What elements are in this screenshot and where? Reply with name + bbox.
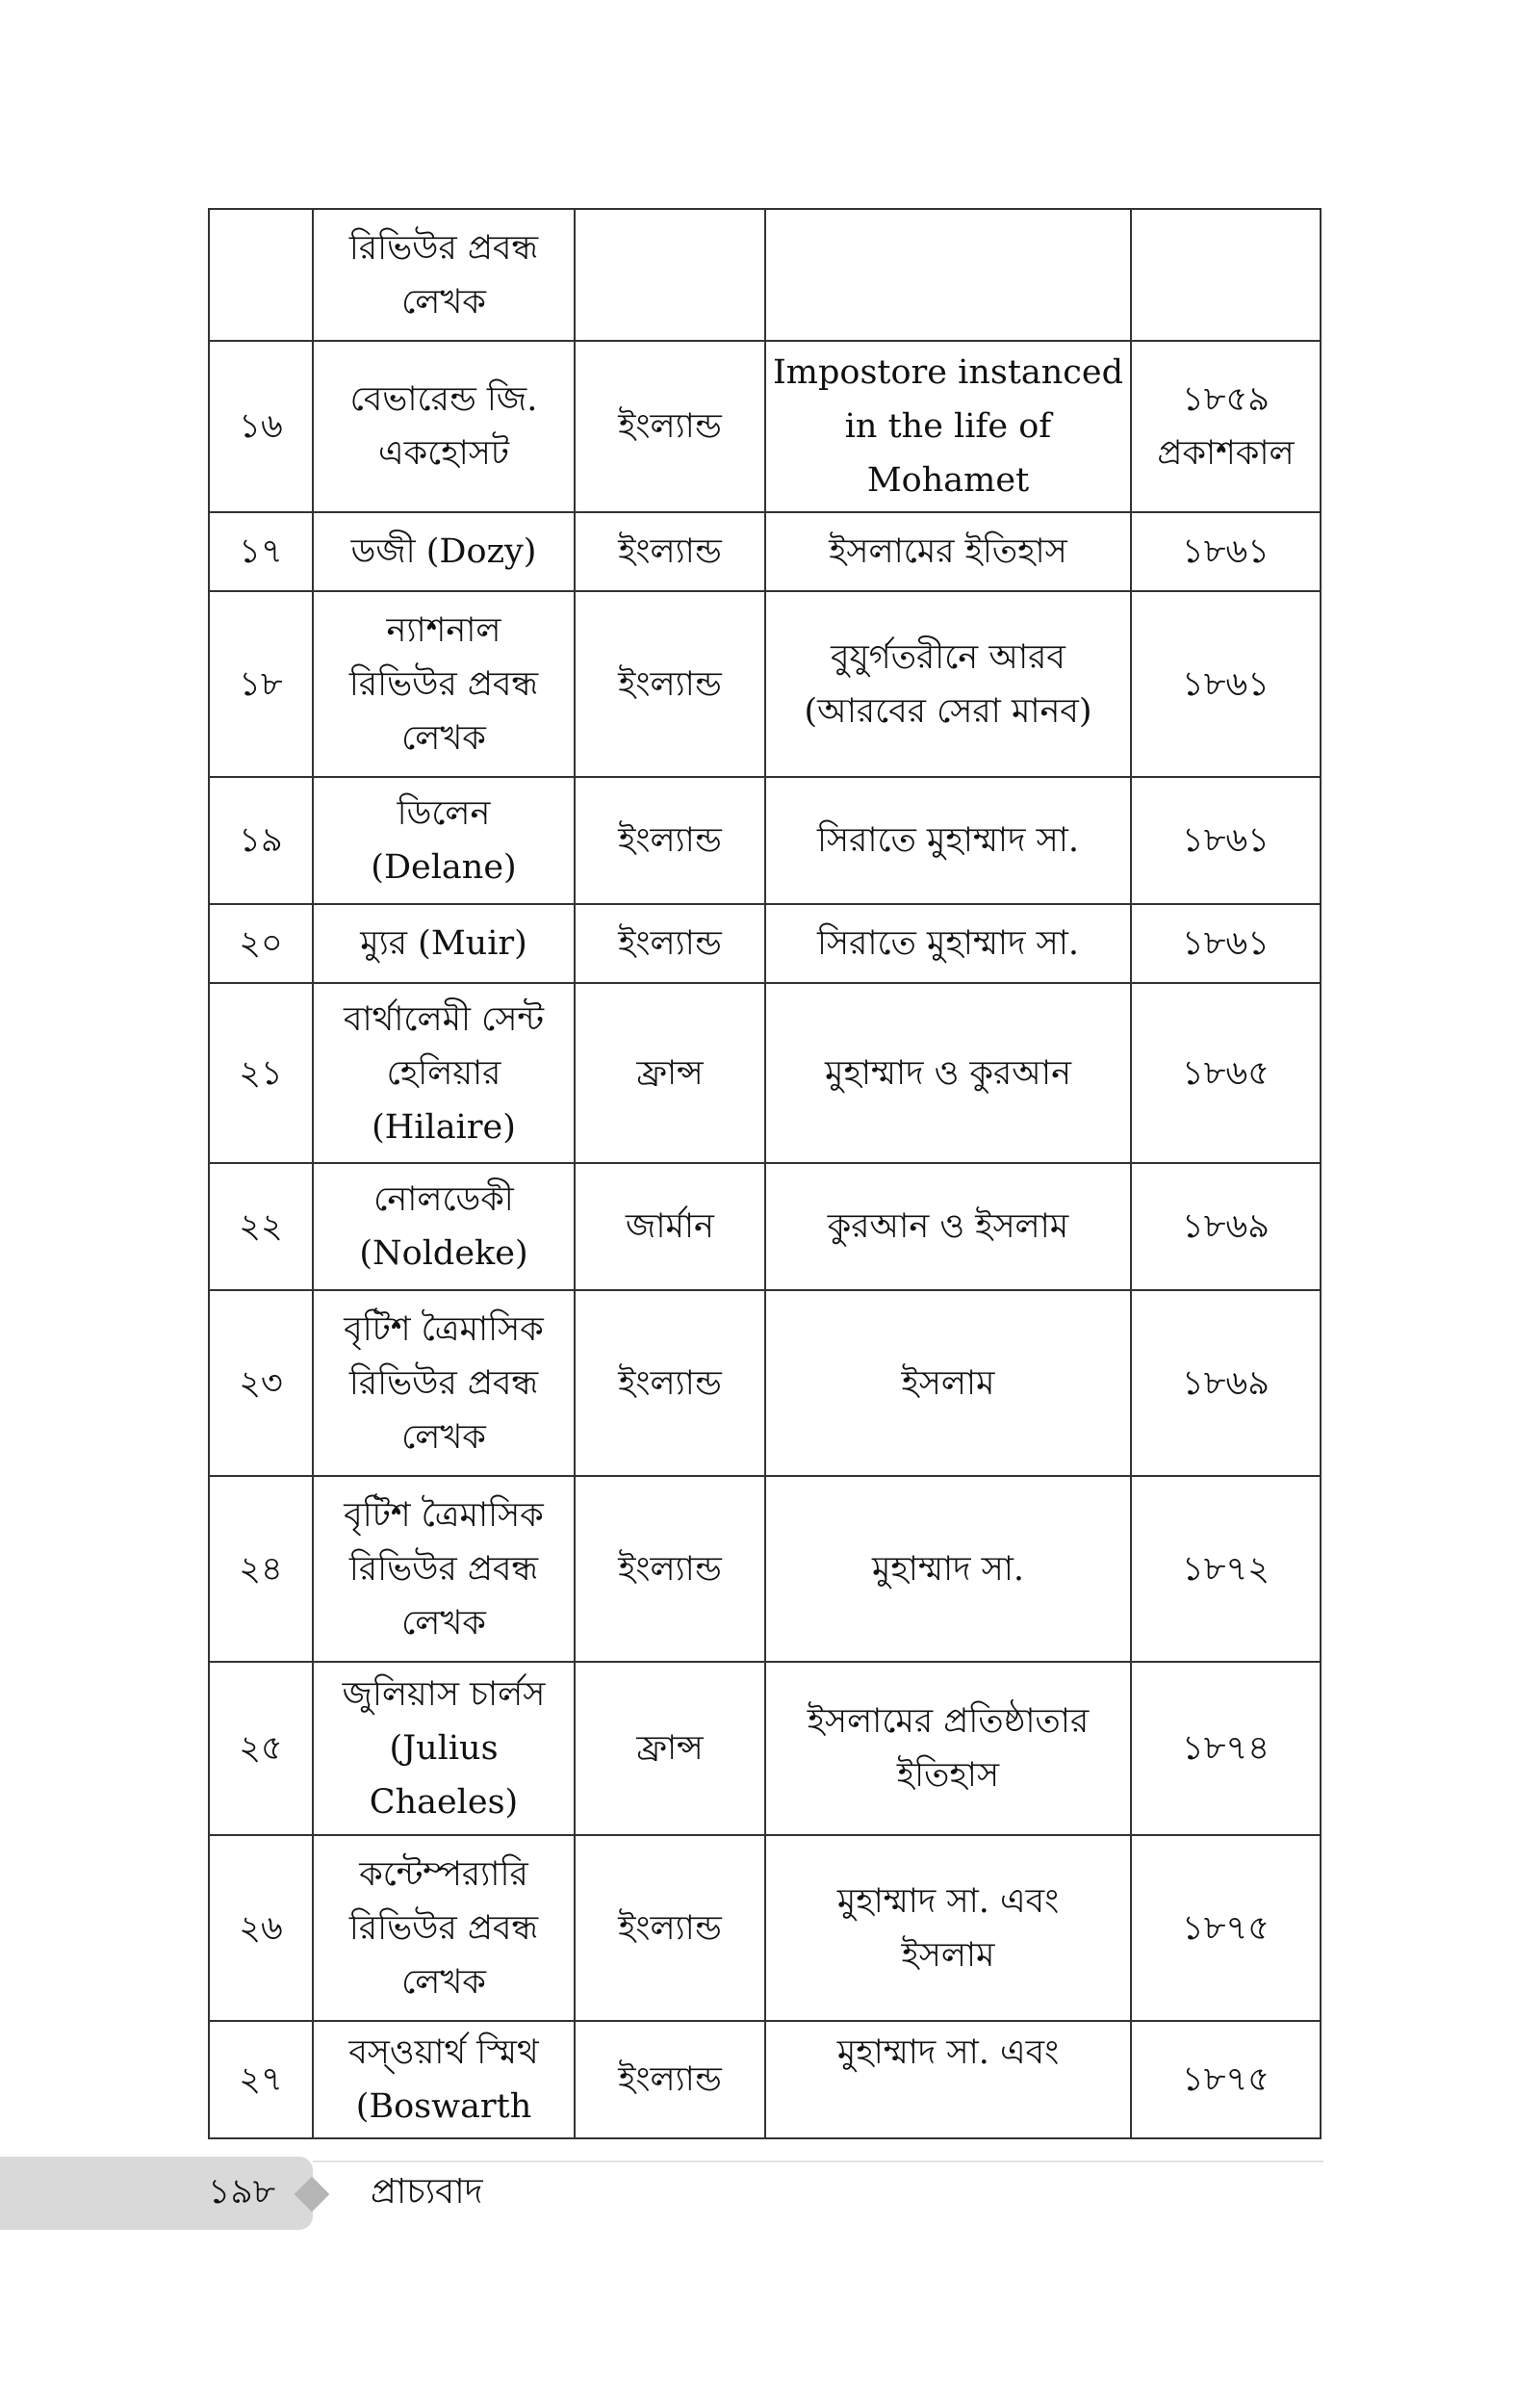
country-cell: ইংল্যান্ড [575, 777, 765, 904]
book-title-cell [765, 904, 1131, 983]
author-cell [313, 512, 575, 591]
year-cell-line: ১৮৭৫ [1182, 2060, 1270, 2099]
table-row [209, 983, 1321, 1163]
year-cell [1131, 1163, 1321, 1290]
author-cell-line: বস্‌ওয়ার্থ স্মিথ [348, 2033, 539, 2072]
book-title-cell-line: সিরাতে মুহাম্মাদ সা. [816, 924, 1079, 963]
table-row [209, 2021, 1321, 2138]
table-row [209, 1662, 1321, 1835]
serial-number-cell: ২২ [209, 1163, 313, 1290]
year-cell-line: ১৮৬১ [1182, 664, 1270, 704]
serial-number-cell: ২০ [209, 904, 313, 983]
book-title-cell-line: সিরাতে মুহাম্মাদ সা. [816, 821, 1079, 860]
year-cell [1131, 777, 1321, 904]
author-cell-line: (Hilaire) [372, 1107, 516, 1147]
country-cell: জার্মান [575, 1163, 765, 1290]
author-cell-line: রিভিউর প্রবন্ধ [348, 1363, 539, 1403]
table-row [209, 1476, 1321, 1662]
author-cell [313, 1662, 575, 1835]
author-cell-line: (Julius [389, 1729, 499, 1768]
author-cell [313, 777, 575, 904]
year-cell [1131, 1476, 1321, 1662]
country-cell: ইংল্যান্ড [575, 512, 765, 591]
table-row [209, 1290, 1321, 1476]
country-cell: ইংল্যান্ড [575, 591, 765, 777]
author-cell [313, 983, 575, 1163]
country-cell: ইংল্যান্ড [575, 2021, 765, 2138]
book-title-cell [765, 1163, 1131, 1290]
author-cell-line: রিভিউর প্রবন্ধ [348, 664, 539, 704]
table-row [209, 341, 1321, 512]
year-cell [1131, 209, 1321, 341]
year-cell-line: ১৮৬৯ [1182, 1207, 1270, 1246]
table-row [209, 512, 1321, 591]
page-number: ১৯৮ [208, 2172, 276, 2212]
orientalist-works-table [208, 208, 1322, 2139]
country-cell: ফ্রান্স [575, 983, 765, 1163]
book-title-cell-line: বুযুর্গতরীনে আরব [831, 637, 1065, 677]
serial-number-cell: ২৩ [209, 1290, 313, 1476]
serial-number-cell: ২৭ [209, 2021, 313, 2138]
book-title-cell [765, 983, 1131, 1163]
book-title-cell-line: ইসলাম [901, 1363, 995, 1403]
serial-number-cell: ১৬ [209, 341, 313, 512]
author-cell-line: Chaeles) [369, 1783, 519, 1822]
year-cell [1131, 2021, 1321, 2138]
author-cell-line: বেভারেন্ড জি. [349, 380, 538, 419]
year-cell [1131, 1290, 1321, 1476]
orientalist-works-table-wrap [208, 208, 1320, 2139]
book-title-cell [765, 512, 1131, 591]
serial-number-cell: ২৪ [209, 1476, 313, 1662]
table-row [209, 777, 1321, 904]
author-cell-line: লেখক [401, 1603, 486, 1643]
serial-number-cell: ১৯ [209, 777, 313, 904]
country-cell: ফ্রান্স [575, 1662, 765, 1835]
author-cell-line: ন্যাশনাল [386, 610, 501, 650]
author-cell [313, 1290, 575, 1476]
author-cell [313, 904, 575, 983]
book-title-cell-line: মুহাম্মাদ সা. [871, 1549, 1025, 1589]
serial-number-cell: ২৬ [209, 1835, 313, 2021]
table-row [209, 904, 1321, 983]
year-cell [1131, 1662, 1321, 1835]
author-cell-line: বৃটিশ ত্রৈমাসিক [344, 1495, 544, 1535]
author-cell [313, 1476, 575, 1662]
author-cell-line: জুলিয়াস চার্লস [342, 1675, 546, 1714]
year-cell-line: ১৮৬৫ [1182, 1053, 1270, 1093]
book-title-cell-line: মুহাম্মাদ সা. এবং [836, 1881, 1060, 1921]
year-cell-line: প্রকাশকাল [1157, 434, 1295, 473]
author-cell-line: বৃটিশ ত্রৈমাসিক [344, 1309, 544, 1349]
book-title-cell [765, 777, 1131, 904]
book-title-cell-line: (আরবের সেরা মানব) [804, 691, 1092, 731]
serial-number-cell: ১৭ [209, 512, 313, 591]
author-cell-line: রিভিউর প্রবন্ধ [348, 1549, 539, 1589]
table-row [209, 591, 1321, 777]
author-cell-line: রিভিউর প্রবন্ধ [348, 228, 539, 268]
country-cell: ইংল্যান্ড [575, 1835, 765, 2021]
serial-number-cell: ১৮ [209, 591, 313, 777]
author-cell-line: রিভিউর প্রবন্ধ [348, 1908, 539, 1948]
year-cell [1131, 341, 1321, 512]
book-title-cell [765, 1476, 1131, 1662]
serial-number-cell: ২৫ [209, 1662, 313, 1835]
book-title-cell-line: মুহাম্মাদ সা. এবং [836, 2033, 1060, 2072]
year-cell-line: ১৮৬১ [1182, 532, 1270, 571]
author-cell [313, 341, 575, 512]
book-title-cell [765, 341, 1131, 512]
book-title-cell [765, 1662, 1131, 1835]
author-cell-line: কন্টেম্পর‍্যারি [359, 1854, 528, 1894]
book-title-cell-line: কুরআন ও ইসলাম [827, 1207, 1069, 1246]
table-body [209, 209, 1321, 2138]
year-cell-line: ১৮৭৫ [1182, 1908, 1270, 1948]
table-row [209, 209, 1321, 341]
author-cell-line: লেখক [401, 718, 486, 758]
year-cell-line: ১৮৫৯ [1182, 380, 1270, 419]
author-cell [313, 591, 575, 777]
country-cell: ইংল্যান্ড [575, 904, 765, 983]
year-cell-line: ১৮৬১ [1182, 821, 1270, 860]
book-title-cell-line: ইতিহাস [896, 1756, 1000, 1795]
year-cell [1131, 1835, 1321, 2021]
book-title-cell [765, 1835, 1131, 2021]
year-cell-line: ১৮৭৪ [1182, 1729, 1270, 1768]
author-cell-line: বার্থালেমী সেন্ট [343, 999, 545, 1039]
book-title-cell-line: Impostore instanced [772, 353, 1124, 392]
country-cell: ইংল্যান্ড [575, 1290, 765, 1476]
serial-number-cell: ২১ [209, 983, 313, 1163]
author-cell-line: হেলিয়ার [386, 1053, 501, 1093]
book-title-cell [765, 1290, 1131, 1476]
book-title-cell [765, 2021, 1131, 2138]
author-cell [313, 1835, 575, 2021]
book-title-cell-line: in the life of [844, 407, 1052, 446]
author-cell [313, 2021, 575, 2138]
book-title-cell [765, 591, 1131, 777]
year-cell [1131, 983, 1321, 1163]
year-cell [1131, 591, 1321, 777]
author-cell [313, 209, 575, 341]
book-title-cell-line: মুহাম্মাদ ও কুরআন [825, 1053, 1071, 1093]
author-cell-line: লেখক [401, 1962, 486, 2002]
book-title-cell-line: Mohamet [866, 461, 1030, 500]
footer-rule [313, 2161, 1323, 2162]
year-cell [1131, 512, 1321, 591]
author-cell [313, 1163, 575, 1290]
year-cell [1131, 904, 1321, 983]
book-title-cell [765, 209, 1131, 341]
running-book-title: প্রাচ্যবাদ [371, 2172, 483, 2212]
table-row [209, 1835, 1321, 2021]
author-cell-line: ডিলেন [397, 794, 491, 833]
book-title-cell-line: ইসলাম [901, 1935, 995, 1975]
author-cell-line: ম্যুর (Muir) [360, 924, 527, 963]
country-cell: ইংল্যান্ড [575, 341, 765, 512]
author-cell-line: লেখক [401, 282, 486, 322]
book-title-cell-line: ইসলামের ইতিহাস [829, 532, 1067, 571]
table-row [209, 1163, 1321, 1290]
country-cell: ইংল্যান্ড [575, 1476, 765, 1662]
book-title-cell-line: ইসলামের প্রতিষ্ঠাতার [807, 1702, 1090, 1741]
serial-number-cell [209, 209, 313, 341]
author-cell-line: ডজী (Dozy) [350, 532, 537, 571]
author-cell-line: নোলডেকী [373, 1180, 514, 1219]
author-cell-line: (Delane) [371, 848, 517, 887]
author-cell-line: (Boswarth [355, 2087, 532, 2126]
year-cell-line: ১৮৬৯ [1182, 1363, 1270, 1403]
country-cell [575, 209, 765, 341]
author-cell-line: (Noldeke) [359, 1234, 528, 1273]
author-cell-line: লেখক [401, 1417, 486, 1457]
author-cell-line: একহোসট [378, 434, 509, 473]
year-cell-line: ১৮৬১ [1182, 924, 1270, 963]
year-cell-line: ১৮৭২ [1182, 1549, 1270, 1589]
